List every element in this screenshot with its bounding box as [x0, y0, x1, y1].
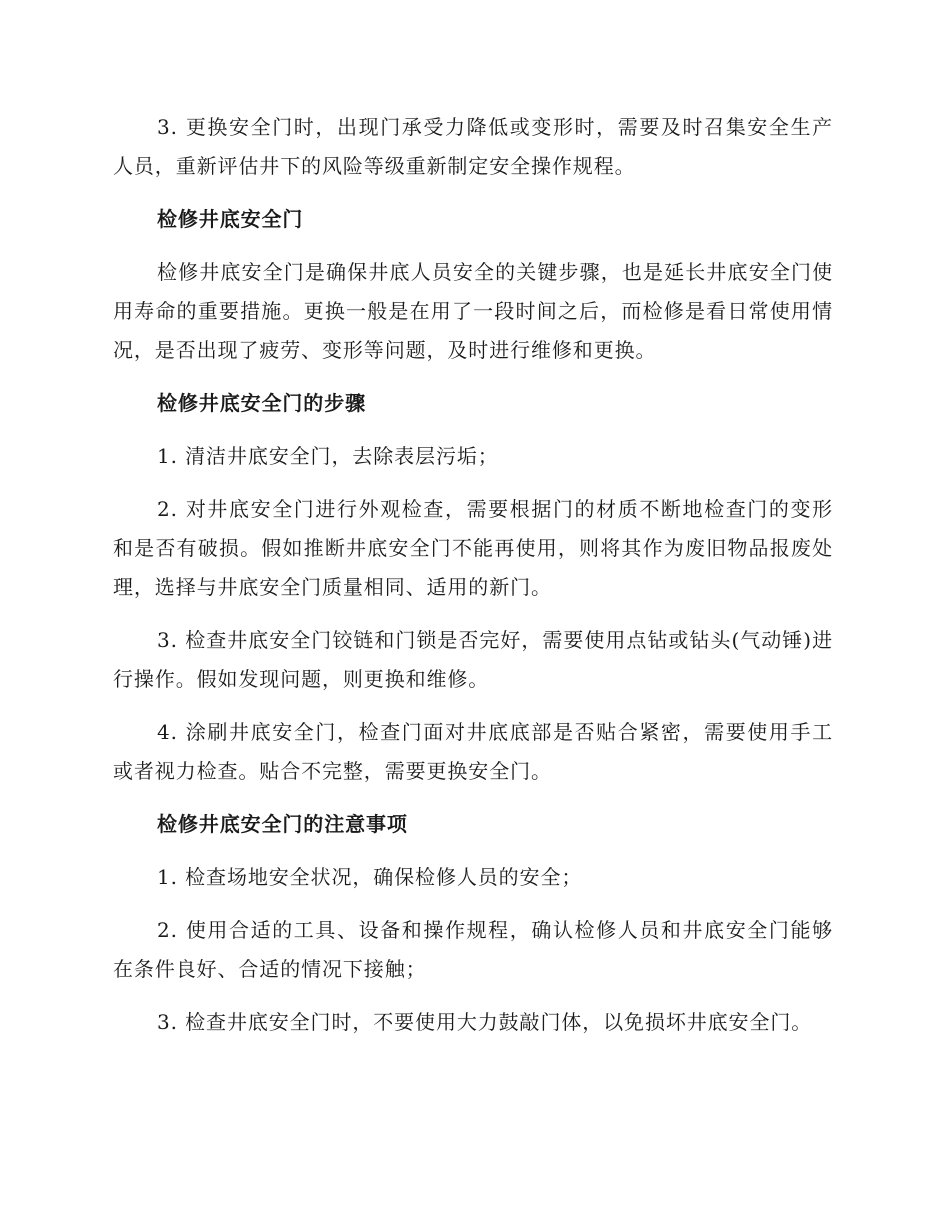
section-heading-inspect-steps: 检修井底安全门的步骤 — [157, 391, 366, 415]
paragraph-step-2: 2. 对井底安全门进行外观检查，需要根据门的材质不断地检查门的变形和是否有破损。假如推断井底安全门不能再使用，则将其作为废旧物品报废处理，选择与井底安全门质量相同、适用的新门。 — [113, 497, 833, 599]
paragraph-inspect-intro: 检修井底安全门是确保井底人员安全的关键步骤，也是延长井底安全门使用寿命的重要措施。更换一般是在用了一段时间之后，而检修是看日常使用情况，是否出现了疲劳、变形等问题，及时进行维修和更换。 — [113, 260, 833, 362]
paragraph-step-3: 3. 检查井底安全门铰链和门锁是否完好，需要使用点钻或钻头(气动锤)进行操作。假如发现问题，则更换和维修。 — [113, 628, 833, 691]
paragraph-replace-door-step-3: 3. 更换安全门时，出现门承受力降低或变形时，需要及时召集安全生产人员，重新评估井下的风险等级重新制定安全操作规程。 — [113, 115, 833, 178]
paragraph-step-4: 4. 涂刷井底安全门，检查门面对井底底部是否贴合紧密，需要使用手工或者视力检查。贴合不完整，需要更换安全门。 — [113, 720, 833, 783]
paragraph-precaution-3: 3. 检查井底安全门时，不要使用大力鼓敲门体，以免损坏井底安全门。 — [157, 1010, 813, 1034]
section-heading-precautions: 检修井底安全门的注意事项 — [157, 812, 408, 836]
paragraph-precaution-2: 2. 使用合适的工具、设备和操作规程，确认检修人员和井底安全门能够在条件良好、合适的情况下接触； — [113, 918, 833, 981]
paragraph-step-1: 1. 清洁井底安全门，去除表层污垢； — [157, 444, 499, 468]
document-page — [113, 108, 833, 1056]
section-heading-inspect-door: 检修井底安全门 — [157, 207, 304, 231]
paragraph-precaution-1: 1. 检查场地安全状况，确保检修人员的安全； — [157, 865, 583, 889]
